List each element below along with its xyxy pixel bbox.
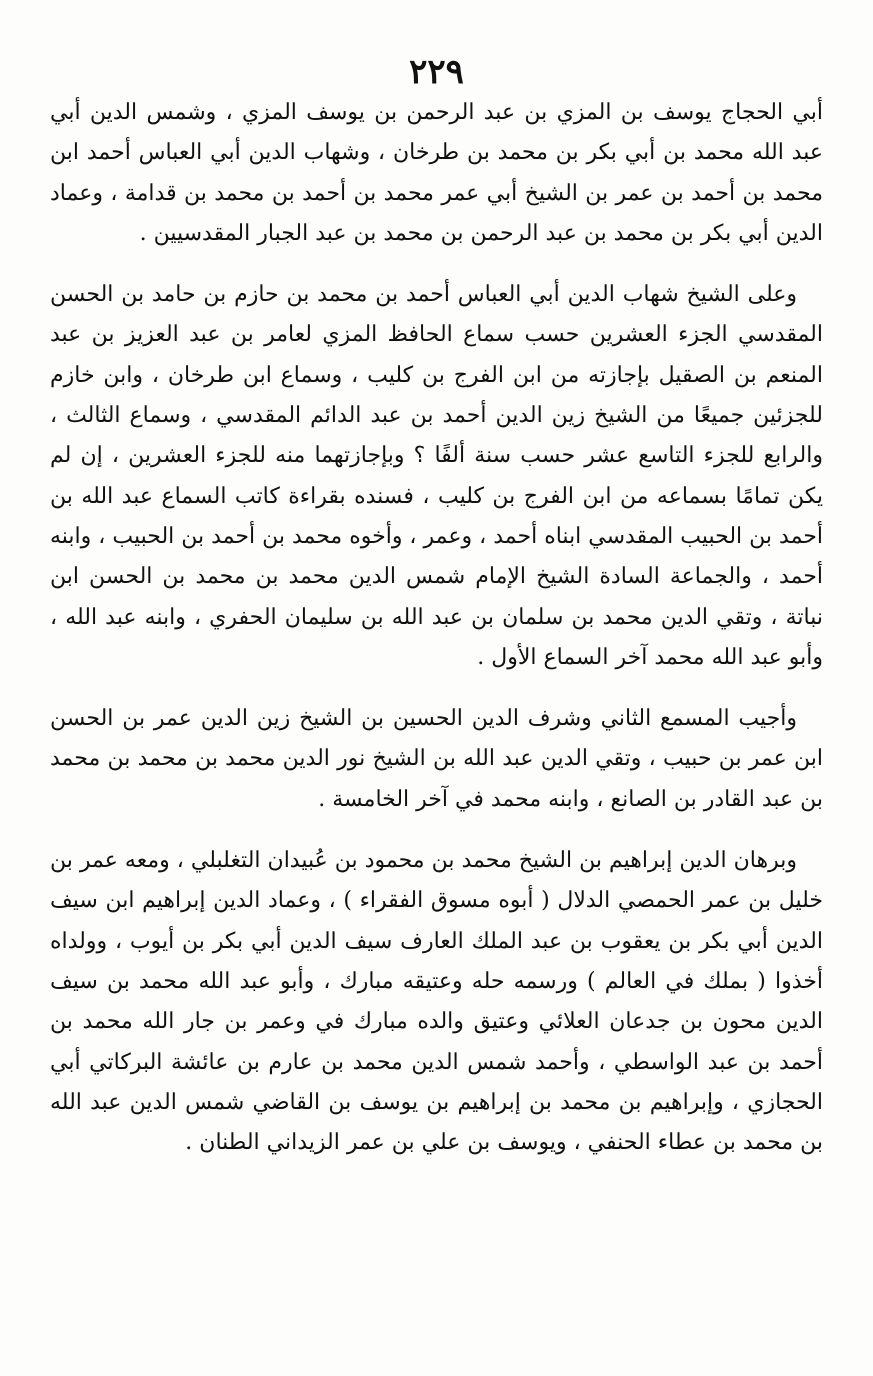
paragraph-1: أبي الحجاج يوسف بن المزي بن عبد الرحمن بن يوسف المزي ، وشمس الدين أبي عبد الله محمد بن أبي بكر بن محمد بن طرخان ، وشهاب الدين أبي العباس أحمد ابن محمد بن أحمد بن عمر بن الشيخ أبي عمر محمد بن أحمد بن محمد بن قدامة ، وعماد الدين أبي بكر بن محمد بن عبد الرحمن بن محمد بن عبد الجبار المقدسيين .	[50, 100, 823, 246]
body-text	[50, 93, 823, 1184]
paragraph-3: وأجيب المسمع الثاني وشرف الدين الحسين بن الشيخ زين الدين عمر بن الحسن ابن عمر بن حبيب ، وتقي الدين عبد الله بن الشيخ نور الدين محمد بن محمد بن محمد بن عبد القادر بن الصانع ، وابنه محمد في آخر الخامسة .	[50, 706, 823, 812]
page-number: ٢٢٩	[409, 52, 464, 92]
paragraph-2: وعلى الشيخ شهاب الدين أبي العباس أحمد بن محمد بن حازم بن حامد بن الحسن المقدسي الجزء العشرين حسب سماع الحافظ المزي لعامر بن عبد العزيز بن عبد المنعم بن الصقيل بإجازته من ابن الفرج بن كليب ، وسماع ابن طرخان ، وابن خازم للجزئين جميعًا من الشيخ زين الدين أحمد بن عبد الدائم المقدسي ، وسماع الثالث ، والرابع للجزء التاسع عشر حسب سنة ألفًا ؟ وبإجازتهما منه للجزء العشرين ، إن لم يكن تمامًا بسماعه من ابن الفرج بن كليب ، فسنده بقراءة كاتب السماع عبد الله بن أحمد بن الحبيب المقدسي ابناه أحمد ، وعمر ، وأخوه محمد بن أحمد بن الحبيب ، وابنه أحمد ، والجماعة السادة الشيخ الإمام شمس الدين محمد بن محمد بن الحسن ابن نباتة ، وتقي الدين محمد بن سلمان بن عبد الله بن سليمان الحفري ، وابنه عبد الله ، وأبو عبد الله محمد آخر السماع الأول .	[50, 282, 824, 670]
paragraph-4: وبرهان الدين إبراهيم بن الشيخ محمد بن محمود بن عُبيدان التغلبلي ، ومعه عمر بن خليل بن عمر الحمصي الدلال ( أبوه مسوق الفقراء ) ، وعماد الدين إبراهيم ابن سيف الدين أبي بكر بن يعقوب بن عبد الملك العارف سيف الدين أبي بكر بن أيوب ، وولداه أخذوا ( بملك في العالم ) ورسمه حله وعتيقه مبارك ، وأبو عبد الله محمد بن سيف الدين محون بن جدعان العلائي وعتيق والده مبارك في وعمر بن جار الله محمد بن أحمد بن عبد الواسطي ، وأحمد شمس الدين محمد بن عارم بن عائشة البركاتي أبي الحجازي ، وإبراهيم بن محمد بن إبراهيم بن يوسف بن القاضي شمس الدين عبد الله بن محمد بن عطاء الحنفي ، ويوسف بن علي بن عمر الزيداني الطنان .	[50, 848, 823, 1156]
